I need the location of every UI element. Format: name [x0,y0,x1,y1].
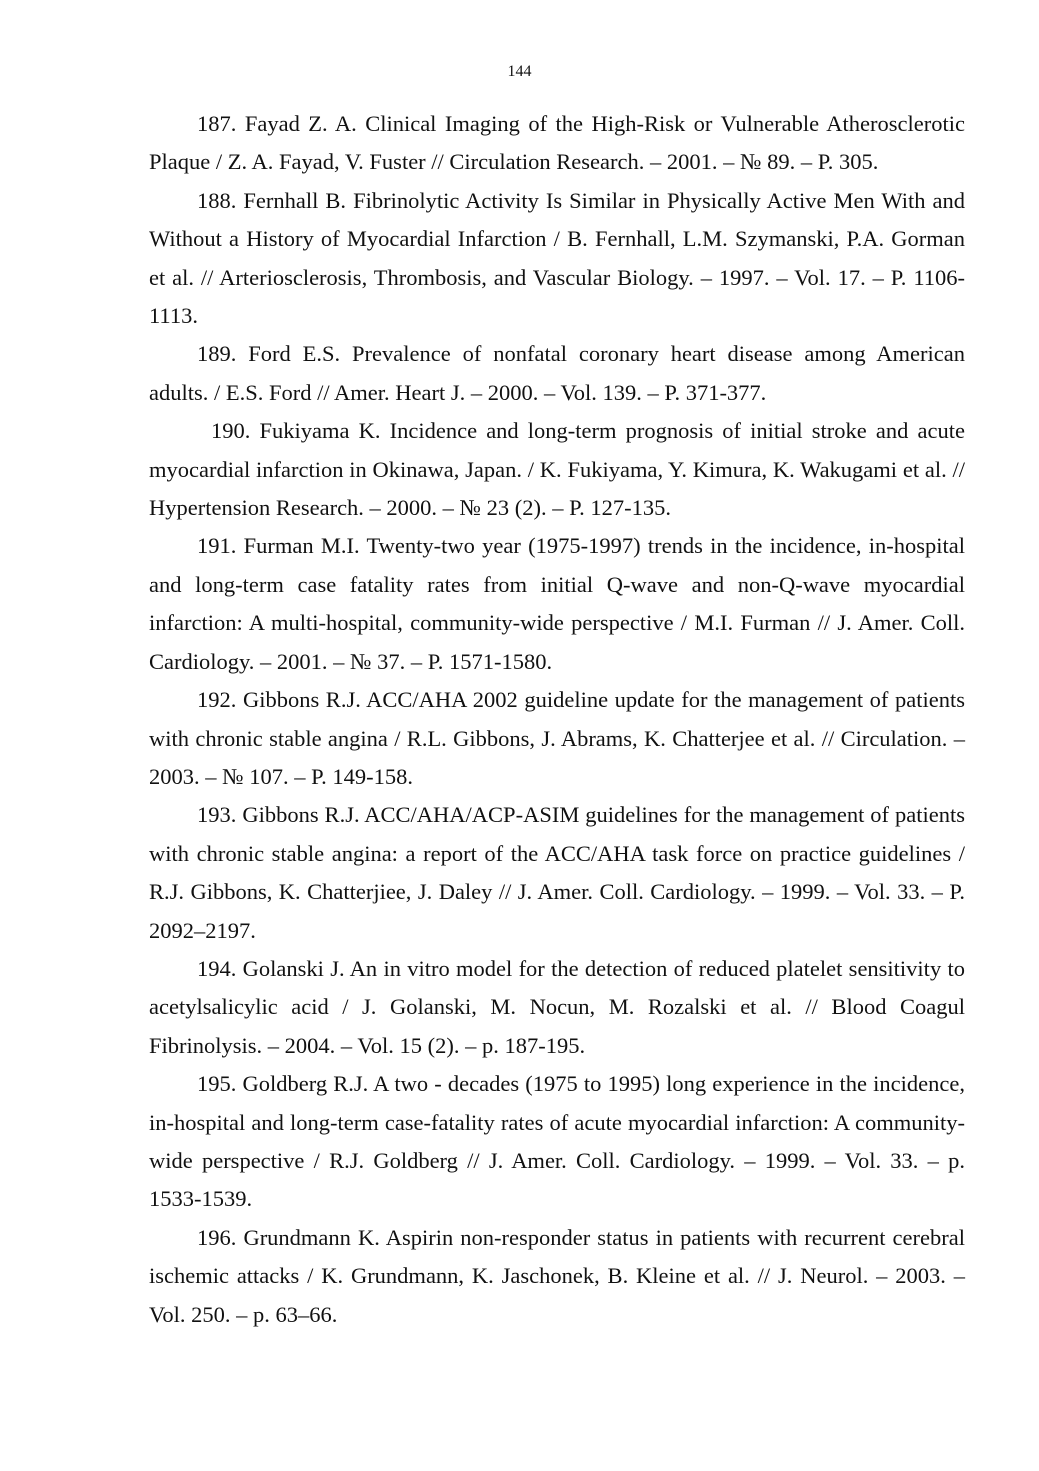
reference-192: 192. Gibbons R.J. ACC/AHA 2002 guideline update for the management of patients with chronic stable angina / R.L. Gibbons, J. Abrams, K. Chatterjee et al. // Circulation. – 2003. – № 107. – P. 149-158. [149,687,965,789]
reference-191: 191. Furman M.I. Twenty-two year (1975-1997) trends in the incidence, in-hospital and long-term case fatality rates from initial Q-wave and non-Q-wave myocardial infarction: A multi-hospital, community-wide perspective / M.I. Furman // J. Amer. Coll. Cardiology. – 2001. – № 37. – P. 1571-1580. [149,533,965,674]
reference-194: 194. Golanski J. An in vitro model for the detection of reduced platelet sensitivity to acetylsalicylic acid / J. Golanski, M. Nocun, M. Rozalski et al. // Blood Coagul Fibrinolysis. – 2004. – Vol. 15 (2). – p. 187-195. [149,955,965,1058]
page-number: 144 [507,63,532,80]
reference-193: 193. Gibbons R.J. ACC/AHA/ACP-ASIM guidelines for the management of patients with chronic stable angina: a report of the ACC/AHA task force on practice guidelines / R.J. Gibbons, K. Chatterjiee, J. Daley // J. Amer. Coll. Cardiology. – 1999. – Vol. 33. – P. 2092–2197. [149,802,965,943]
reference-187: 187. Fayad Z. A. Clinical Imaging of the High-Risk or Vulnerable Atherosclerotic Plaque / Z. A. Fayad, V. Fuster // Circulation Research. – 2001. – № 89. – P. 305. [149,111,965,175]
reference-189: 189. Ford E.S. Prevalence of nonfatal coronary heart disease among American adults. / E.S. Ford // Amer. Heart J. – 2000. – Vol. 139. – P. 371-377. [149,341,965,405]
reference-list [149,105,965,1334]
reference-196: 196. Grundmann K. Aspirin non-responder status in patients with recurrent cerebral ischemic attacks / K. Grundmann, K. Jaschonek, B. Kleine et al. // J. Neurol. – 2003. – Vol. 250. – p. 63–66. [149,1224,965,1327]
reference-195: 195. Goldberg R.J. A two - decades (1975 to 1995) long experience in the incidence, in-hospital and long-term case-fatality rates of acute myocardial infarction: A community-wide perspective / R.J. Goldberg // J. Amer. Coll. Cardiology. – 1999. – Vol. 33. – p. 1533-1539. [149,1071,965,1212]
reference-188: 188. Fernhall B. Fibrinolytic Activity Is Similar in Physically Active Men With and Without a History of Myocardial Infarction / B. Fernhall, L.M. Szymanski, P.A. Gorman et al. // Arteriosclerosis, Thrombosis, and Vascular Biology. – 1997. – Vol. 17. – P. 1106-1113. [149,187,965,329]
reference-190: 190. Fukiyama K. Incidence and long-term prognosis of initial stroke and acute myocardial infarction in Okinawa, Japan. / K. Fukiyama, Y. Kimura, K. Wakugami et al. // Hypertension Research. – 2000. – № 23 (2). – P. 127-135. [149,418,965,521]
